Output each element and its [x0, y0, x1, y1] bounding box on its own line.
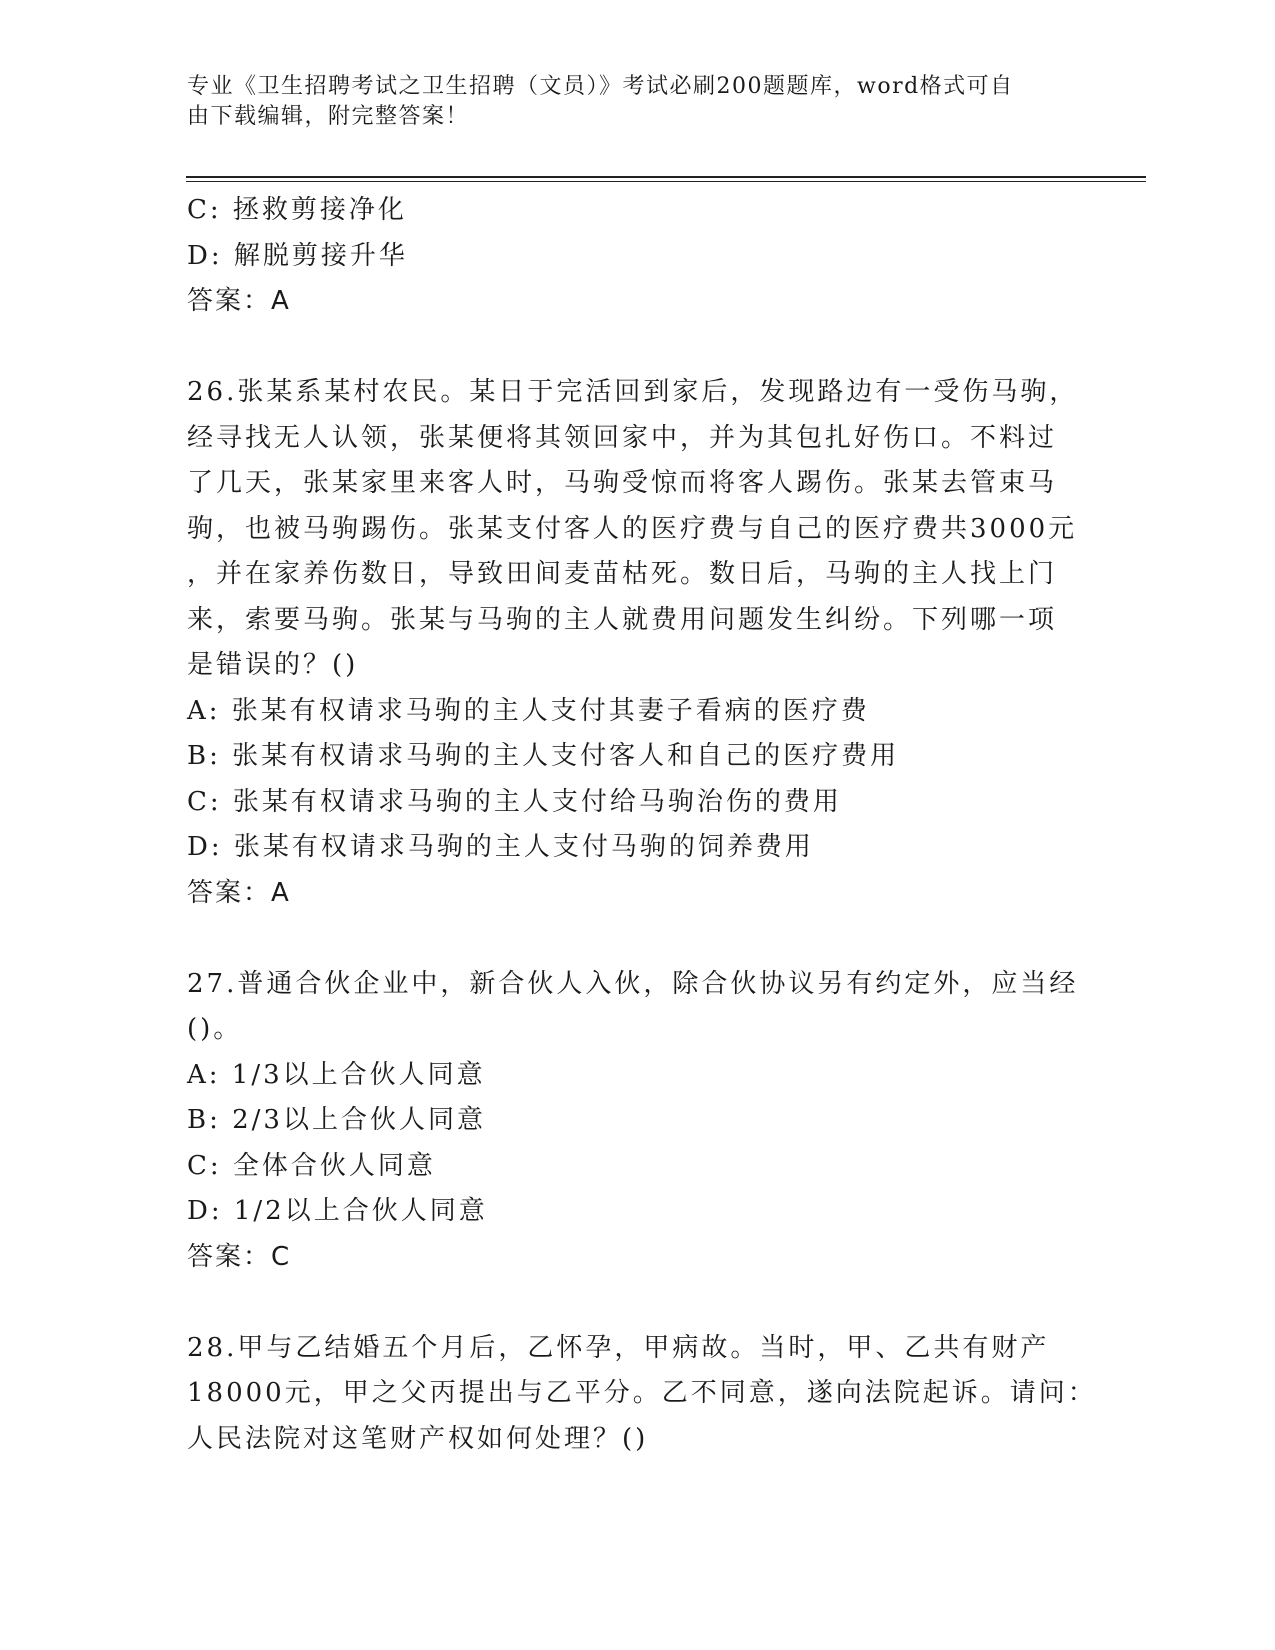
spacer: [187, 325, 1067, 371]
option-a: A: 1/3以上合伙人同意: [187, 1059, 486, 1090]
question-stem-line: 人民法院对这笔财产权如何处理？(): [187, 1423, 649, 1454]
option-d: D: 解脱剪接升华: [187, 240, 408, 271]
question-stem-line: 是错误的？(): [187, 650, 359, 680]
question-26: [187, 370, 1079, 916]
question-stem-line: ，并在家养伤数日，导致田间麦苗枯死。数日后，马驹的主人找上门: [187, 559, 1058, 589]
header-divider-thin: [186, 181, 1146, 182]
question-stem-line: 经寻找无人认领，张某便将其领回家中，并为其包扎好伤口。不料过: [187, 422, 1058, 453]
option-a: A: 张某有权请求马驹的主人支付其妻子看病的医疗费: [187, 695, 870, 726]
question-stem-line: 26.张某系某村农民。某日于完活回到家后，发现路边有一受伤马驹，: [187, 377, 1079, 407]
option-d: D: 1/2以上合伙人同意: [187, 1196, 488, 1226]
question-27: [187, 962, 1079, 1281]
question-stem-line: 驹，也被马驹踢伤。张某支付客人的医疗费与自己的医疗费共3000元: [187, 513, 1078, 544]
page-header: [187, 72, 1067, 132]
answer-line: 答案：C: [187, 1241, 292, 1272]
header-line-2: 由下载编辑，附完整答案！: [187, 104, 470, 129]
answer-line: 答案：A: [187, 877, 291, 908]
option-c: C: 张某有权请求马驹的主人支付给马驹治伤的费用: [187, 786, 842, 817]
option-b: B: 2/3以上合伙人同意: [187, 1105, 486, 1135]
question-stem-line: ()。: [187, 1014, 243, 1044]
spacer: [187, 916, 1067, 962]
option-c: C: 拯救剪接净化: [187, 195, 407, 225]
question-content: [187, 188, 1097, 1462]
header-line-1: 专业《卫生招聘考试之卫生招聘（文员）》考试必刷200题题库，word格式可自: [187, 74, 1014, 99]
question-stem-line: 来，索要马驹。张某与马驹的主人就费用问题发生纠纷。下列哪一项: [187, 604, 1058, 635]
spacer: [187, 1280, 1067, 1326]
question-28: [187, 1326, 1097, 1463]
option-c: C: 全体合伙人同意: [187, 1150, 436, 1181]
question-stem-line: 27.普通合伙企业中，新合伙人入伙，除合伙协议另有约定外，应当经: [187, 968, 1079, 999]
option-d: D: 张某有权请求马驹的主人支付马驹的饲养费用: [187, 832, 814, 862]
answer-line: 答案：A: [187, 286, 291, 316]
previous-question-tail: [187, 188, 1067, 325]
question-stem-line: 18000元，甲之父丙提出与乙平分。乙不同意，遂向法院起诉。请问：: [187, 1378, 1097, 1408]
header-divider-thick: [186, 176, 1146, 178]
option-b: B: 张某有权请求马驹的主人支付客人和自己的医疗费用: [187, 741, 900, 771]
question-stem-line: 28.甲与乙结婚五个月后，乙怀孕，甲病故。当时，甲、乙共有财产: [187, 1332, 1050, 1363]
question-stem-line: 了几天，张某家里来客人时，马驹受惊而将客人踢伤。张某去管束马: [187, 468, 1058, 498]
